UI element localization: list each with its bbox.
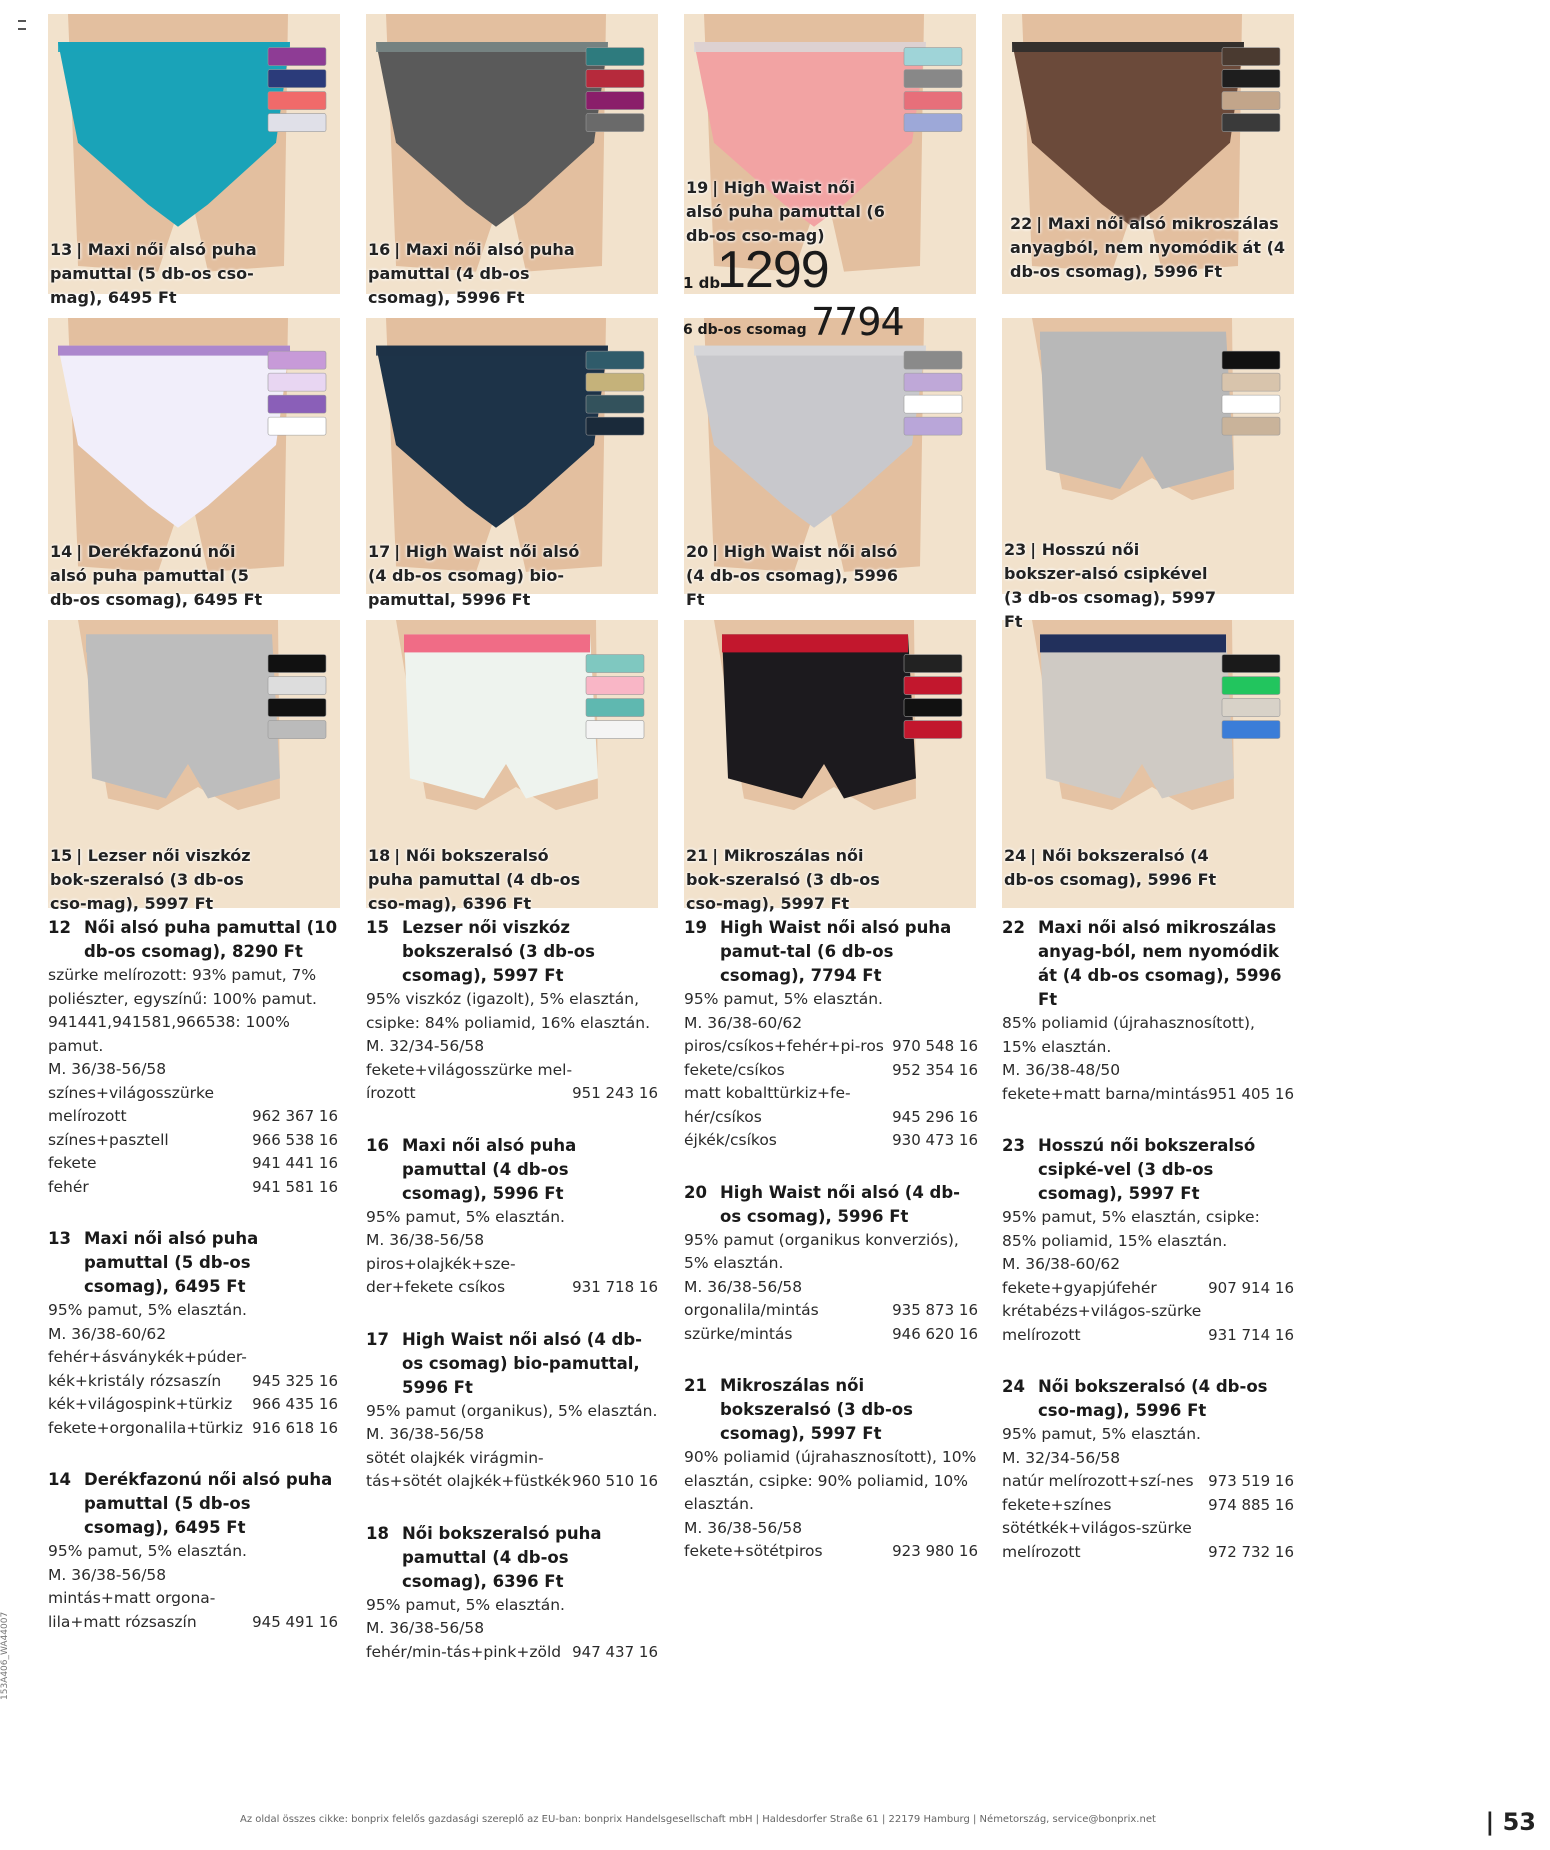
variant-color: fekete+matt barna/mintás [1002, 1084, 1209, 1103]
variant-row [366, 1059, 658, 1106]
product-detail-title [366, 1522, 658, 1594]
variant-row [48, 1082, 338, 1129]
product-detail-title-text: Női bokszeralsó (4 db-os cso-mag), 5996 Ft [1038, 1377, 1268, 1420]
product-detail-number: 22 [1002, 918, 1025, 937]
product-detail-title-text: Maxi női alsó mikroszálas anyag-ból, nem nyomódik át (4 db-os csomag), 5996 Ft [1038, 918, 1282, 1009]
details-column-4 [1002, 916, 1294, 1592]
variant-color: fekete+színes [1002, 1495, 1112, 1514]
article-number: 973 519 16 [1208, 1472, 1294, 1490]
product-detail-20 [684, 1181, 978, 1347]
size-range: M. 36/38-56/58 [48, 1060, 167, 1078]
product-detail-title-text: Mikroszálas női bokszeralsó (3 db-os csomag), 5997 Ft [720, 1376, 913, 1443]
variant-color: fekete+gyapjúfehér [1002, 1278, 1157, 1297]
variant-row [684, 1059, 978, 1083]
caption-separator: | [76, 846, 88, 865]
product-caption-number: 17 [368, 542, 391, 561]
product-detail-24 [1002, 1375, 1294, 1564]
product-detail-title-text: Derékfazonú női alsó puha pamuttal (5 db-os csomag), 6495 Ft [84, 1470, 333, 1537]
size-range: M. 36/38-56/58 [366, 1425, 485, 1443]
product-detail-21 [684, 1374, 978, 1564]
product-detail-number: 14 [48, 1470, 71, 1489]
article-number: 941 441 16 [252, 1154, 338, 1172]
variant-row [684, 1540, 978, 1564]
article-number: 945 296 16 [892, 1107, 978, 1126]
product-caption-text: Lezser női viszkóz bok-szeralsó (3 db-os cso-mag), 5997 Ft [50, 846, 251, 913]
variant-row [1002, 1277, 1294, 1301]
product-caption-15 [50, 844, 264, 916]
variant-row [48, 1393, 338, 1417]
product-caption-21 [686, 844, 900, 916]
product-detail-23 [1002, 1134, 1294, 1347]
material-composition: 95% pamut, 5% elasztán. [48, 1542, 247, 1560]
caption-separator: | [76, 240, 88, 259]
product-detail-number: 24 [1002, 1377, 1025, 1396]
variant-row [1002, 1517, 1294, 1564]
size-range: M. 32/34-56/58 [1002, 1448, 1121, 1467]
article-number: 946 620 16 [892, 1324, 978, 1343]
product-detail-number: 20 [684, 1182, 707, 1202]
product-detail-22 [1002, 916, 1294, 1106]
product-caption-number: 20 [686, 542, 709, 561]
product-detail-18 [366, 1522, 658, 1665]
product-detail-title-text: High Waist női alsó (4 db-os csomag) bio-pamuttal, 5996 Ft [402, 1329, 643, 1397]
variant-color: színes+világosszürke melírozott [48, 1083, 214, 1125]
article-number: 966 435 16 [252, 1395, 338, 1413]
caption-separator: | [712, 846, 724, 865]
variant-row [684, 1299, 978, 1323]
product-detail-number: 17 [366, 1329, 389, 1349]
product-detail-title [48, 1468, 338, 1540]
details-column-2 [366, 916, 658, 1692]
product-caption-number: 16 [368, 240, 391, 259]
variant-row [48, 1152, 338, 1176]
product-detail-title [366, 916, 658, 988]
product-caption-text: High Waist női alsó (4 db-os csomag), 5996 Ft [686, 542, 899, 609]
product-caption-number: 18 [368, 846, 391, 865]
variant-row [48, 1176, 338, 1200]
size-range: M. 36/38-60/62 [48, 1324, 167, 1343]
caption-separator: | [1036, 214, 1048, 233]
product-caption-number: 23 [1004, 540, 1027, 559]
product-detail-17 [366, 1328, 658, 1494]
article-number: 930 473 16 [892, 1131, 978, 1149]
variant-color: fekete+sötétpiros [684, 1542, 823, 1560]
article-number: 966 538 16 [252, 1130, 338, 1149]
variant-row [48, 1129, 338, 1153]
article-number: 916 618 16 [252, 1418, 338, 1437]
product-detail-16 [366, 1134, 658, 1300]
product-detail-title-text: Maxi női alsó puha pamuttal (4 db-os csomag), 5996 Ft [402, 1135, 577, 1203]
product-detail-13 [48, 1227, 338, 1440]
variant-row [1002, 1470, 1294, 1494]
variant-row [366, 1641, 658, 1665]
variant-color: éjkék/csíkos [684, 1131, 777, 1149]
article-number: 952 354 16 [892, 1060, 978, 1079]
product-detail-14 [48, 1468, 338, 1634]
variant-color: fekete [48, 1154, 97, 1172]
caption-separator: | [1030, 540, 1042, 559]
variant-color: matt kobalttürkiz+fe-hér/csíkos [684, 1084, 851, 1126]
price-feature [683, 240, 983, 344]
variant-color: fehér/min-tás+pink+zöld [366, 1642, 562, 1661]
variant-color: piros/csíkos+fehér+pi-ros [684, 1037, 884, 1055]
product-detail-12 [48, 916, 338, 1199]
variant-row [48, 1417, 338, 1441]
side-code: 153A406_WA44007 [0, 1611, 10, 1700]
per-piece-price: 1299 [717, 241, 829, 299]
variant-color: fehér+ásványkék+púder-kék+kristály rózsaszín [48, 1348, 247, 1390]
product-caption-text: Hosszú női bokszer-alsó csipkével (3 db-os csomag), 5997 Ft [1004, 540, 1217, 631]
variant-row [48, 1346, 338, 1393]
article-number: 945 491 16 [252, 1612, 338, 1631]
article-number: 923 980 16 [892, 1542, 978, 1560]
product-detail-title [366, 1134, 658, 1206]
caption-separator: | [712, 178, 724, 197]
article-number: 935 873 16 [892, 1301, 978, 1319]
variant-color: orgonalila/mintás [684, 1301, 819, 1319]
product-detail-title-text: Hosszú női bokszeralsó csipké-vel (3 db-os csomag), 5997 Ft [1038, 1136, 1256, 1203]
product-detail-title [48, 916, 338, 964]
variant-color: piros+olajkék+sze-der+fekete csíkos [366, 1254, 516, 1296]
size-range: M. 36/38-56/58 [366, 1619, 485, 1637]
product-detail-number: 18 [366, 1523, 389, 1543]
product-detail-15 [366, 916, 658, 1106]
product-detail-title [1002, 916, 1294, 1012]
product-caption-19 [686, 176, 886, 248]
per-piece-label: 1 db [683, 274, 721, 292]
variant-row [684, 1035, 978, 1059]
size-range: M. 32/34-56/58 [366, 1037, 485, 1055]
product-detail-number: 21 [684, 1376, 707, 1395]
caption-separator: | [712, 542, 724, 561]
caption-separator: | [1030, 846, 1042, 865]
product-caption-14 [50, 540, 264, 612]
product-caption-text: Maxi női alsó puha pamuttal (4 db-os csomag), 5996 Ft [368, 240, 575, 307]
article-number: 907 914 16 [1208, 1278, 1294, 1297]
variant-color: krétabézs+világos-szürke melírozott [1002, 1302, 1202, 1344]
product-detail-number: 23 [1002, 1136, 1025, 1155]
product-caption-text: Maxi női alsó mikroszálas anyagból, nem nyomódik át (4 db-os csomag), 5996 Ft [1010, 214, 1286, 281]
product-caption-number: 13 [50, 240, 73, 259]
page-number: | 53 [1485, 1808, 1536, 1836]
material-composition: 95% pamut (organikus konverziós), 5% elasztán. [684, 1230, 959, 1272]
variant-row [366, 1447, 658, 1494]
article-number: 945 325 16 [252, 1371, 338, 1390]
article-number: 951 405 16 [1208, 1084, 1294, 1103]
product-detail-title [366, 1328, 658, 1400]
product-caption-number: 24 [1004, 846, 1027, 865]
product-detail-title-text: Lezser női viszkóz bokszeralsó (3 db-os csomag), 5997 Ft [402, 918, 595, 985]
product-caption-number: 21 [686, 846, 709, 865]
product-detail-number: 13 [48, 1229, 71, 1248]
variant-row [48, 1587, 338, 1634]
product-detail-number: 12 [48, 918, 71, 937]
caption-separator: | [76, 542, 88, 561]
material-composition: 95% pamut, 5% elasztán. [366, 1207, 565, 1226]
variant-color: fekete/csíkos [684, 1060, 785, 1079]
product-caption-16 [368, 238, 582, 310]
caption-separator: | [394, 542, 406, 561]
product-caption-text: Női bokszeralsó puha pamuttal (4 db-os cso-mag), 6396 Ft [368, 846, 581, 913]
pack-label: 6 db-os csomag [683, 322, 807, 338]
pack-price: 7794 [811, 300, 904, 344]
variant-color: mintás+matt orgona-lila+matt rózsaszín [48, 1589, 216, 1631]
variant-color: sötét olajkék virágmin-tás+sötét olajkék+füstkék [366, 1448, 571, 1490]
article-number: 947 437 16 [572, 1642, 658, 1661]
product-caption-13 [50, 238, 264, 310]
variant-row [684, 1129, 978, 1153]
variant-color: natúr melírozott+szí-nes [1002, 1472, 1194, 1490]
variant-color: szürke/mintás [684, 1324, 793, 1343]
variant-row [1002, 1300, 1294, 1347]
product-detail-title [684, 916, 978, 988]
material-composition: 95% pamut (organikus), 5% elasztán. [366, 1401, 658, 1420]
product-detail-title-text: Női alsó puha pamuttal (10 db-os csomag), 8290 Ft [84, 918, 338, 961]
product-caption-23 [1004, 538, 1218, 634]
product-caption-text: Maxi női alsó puha pamuttal (5 db-os cso-mag), 6495 Ft [50, 240, 257, 307]
product-caption-text: Mikroszálas női bok-szeralsó (3 db-os cso-mag), 5997 Ft [686, 846, 880, 913]
details-column-1 [48, 916, 338, 1662]
caption-separator: | [394, 240, 406, 259]
page-footer: Az oldal összes cikke: bonprix felelős gazdasági szereplő az EU-ban: bonprix Handelsgesellschaft mbH | Haldesdorfer Straße 61 | 22179 Hamburg | Németország, service@bonprix.net [240, 1814, 1156, 1825]
material-composition: 95% viszkóz (igazolt), 5% elasztán, csipke: 84% poliamid, 16% elasztán. [366, 990, 651, 1032]
product-detail-19 [684, 916, 978, 1153]
variant-row [366, 1253, 658, 1300]
material-composition: 95% pamut, 5% elasztán. [1002, 1425, 1201, 1443]
size-range: M. 36/38-56/58 [684, 1518, 803, 1537]
material-composition: 95% pamut, 5% elasztán. [684, 990, 883, 1008]
product-caption-24 [1004, 844, 1218, 892]
product-detail-title-text: High Waist női alsó puha pamut-tal (6 db-os csomag), 7794 Ft [720, 918, 952, 985]
product-detail-number: 15 [366, 918, 389, 937]
size-range: M. 36/38-48/50 [1002, 1061, 1121, 1079]
product-caption-number: 15 [50, 846, 73, 865]
variant-color: fekete+világosszürke mel-írozott [366, 1060, 573, 1102]
variant-row [684, 1323, 978, 1347]
material-composition: 95% pamut, 5% elasztán, csipke: 85% poliamid, 15% elasztán. [1002, 1208, 1260, 1250]
size-range: M. 36/38-56/58 [48, 1565, 167, 1584]
product-detail-title-text: Maxi női alsó puha pamuttal (5 db-os csomag), 6495 Ft [84, 1229, 259, 1296]
product-detail-title [48, 1227, 338, 1299]
caption-separator: | [394, 846, 406, 865]
product-detail-title [684, 1181, 978, 1229]
variant-row [1002, 1083, 1294, 1107]
product-caption-number: 14 [50, 542, 73, 561]
product-caption-20 [686, 540, 900, 612]
material-composition: 95% pamut, 5% elasztán. [366, 1595, 565, 1614]
product-caption-text: High Waist női alsó (4 db-os csomag) bio-pamuttal, 5996 Ft [368, 542, 580, 609]
article-number: 931 718 16 [572, 1278, 658, 1296]
variant-color: fekete+orgonalila+türkiz [48, 1418, 243, 1437]
article-number: 951 243 16 [572, 1084, 658, 1102]
variant-row [1002, 1494, 1294, 1518]
variant-color: színes+pasztell [48, 1130, 169, 1149]
article-number: 970 548 16 [892, 1037, 978, 1055]
article-number: 931 714 16 [1208, 1325, 1294, 1344]
product-caption-17 [368, 540, 582, 612]
article-number: 972 732 16 [1208, 1542, 1294, 1561]
product-detail-title-text: Női bokszeralsó puha pamuttal (4 db-os csomag), 6396 Ft [402, 1523, 602, 1591]
corner-mark [18, 20, 26, 30]
product-caption-22 [1010, 212, 1290, 284]
article-number: 960 510 16 [572, 1472, 658, 1490]
product-caption-text: Derékfazonú női alsó puha pamuttal (5 db-os csomag), 6495 Ft [50, 542, 263, 609]
product-caption-text: High Waist női alsó puha pamuttal (6 db-os cso-mag) [686, 178, 885, 245]
product-detail-title-text: High Waist női alsó (4 db-os csomag), 5996 Ft [720, 1182, 961, 1226]
product-caption-text: Női bokszeralsó (4 db-os csomag), 5996 Ft [1004, 846, 1217, 889]
size-range: M. 36/38-56/58 [684, 1277, 803, 1296]
size-range: M. 36/38-56/58 [366, 1231, 485, 1249]
material-composition: 85% poliamid (újrahasznosított), 15% elasztán. [1002, 1014, 1255, 1056]
product-caption-18 [368, 844, 582, 916]
size-range: M. 36/38-60/62 [684, 1013, 803, 1032]
product-detail-title [684, 1374, 978, 1446]
article-number: 962 367 16 [252, 1107, 338, 1125]
material-composition: szürke melírozott: 93% pamut, 7% poliészter, egyszínű: 100% pamut. 941441,941581,966538: 100% pamut. [48, 966, 317, 1055]
variant-color: fehér [48, 1177, 89, 1196]
material-composition: 90% poliamid (újrahasznosított), 10% elasztán, csipke: 90% poliamid, 10% elasztán. [684, 1448, 977, 1513]
product-caption-number: 22 [1010, 214, 1033, 233]
material-composition: 95% pamut, 5% elasztán. [48, 1301, 247, 1319]
product-caption-number: 19 [686, 178, 709, 197]
variant-row [684, 1082, 978, 1129]
variant-color: kék+világospink+türkiz [48, 1395, 233, 1413]
product-detail-number: 19 [684, 918, 707, 937]
article-number: 974 885 16 [1208, 1495, 1294, 1514]
size-range: M. 36/38-60/62 [1002, 1255, 1121, 1273]
details-column-3 [684, 916, 978, 1592]
product-detail-title [1002, 1134, 1294, 1206]
article-number: 941 581 16 [252, 1177, 338, 1196]
variant-color: sötétkék+világos-szürke melírozott [1002, 1519, 1192, 1561]
product-detail-title [1002, 1375, 1294, 1423]
product-detail-number: 16 [366, 1135, 389, 1155]
